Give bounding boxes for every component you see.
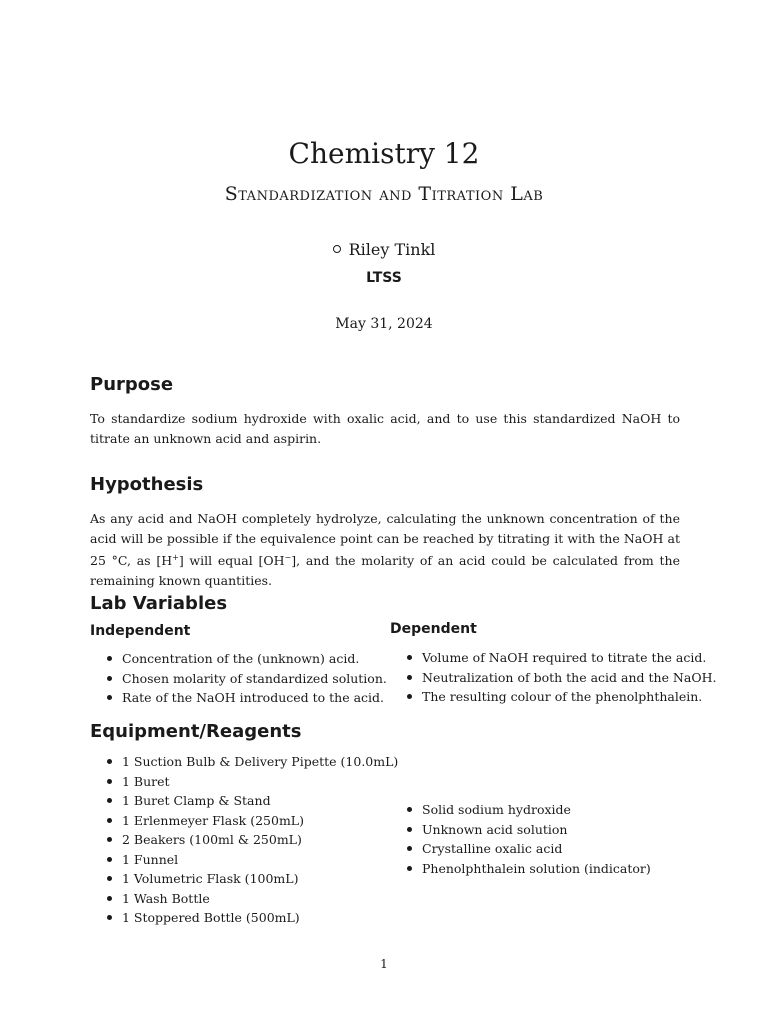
bullet-icon bbox=[107, 779, 112, 784]
list-item: Solid sodium hydroxide bbox=[407, 800, 651, 820]
list-item: Chosen molarity of standardized solution. bbox=[107, 669, 387, 689]
document-date: May 31, 2024 bbox=[335, 316, 433, 332]
bullet-icon bbox=[407, 827, 412, 832]
independent-heading: Independent bbox=[90, 623, 191, 639]
bullet-icon bbox=[407, 655, 412, 660]
list-item: 1 Wash Bottle bbox=[107, 889, 398, 909]
bullet-icon bbox=[107, 876, 112, 881]
hypothesis-text-part2: ] will equal [OH bbox=[178, 553, 285, 569]
list-item: 1 Suction Bulb & Delivery Pipette (10.0mL) bbox=[107, 752, 398, 772]
purpose-heading: Purpose bbox=[90, 374, 174, 395]
equipment-list bbox=[107, 752, 398, 928]
author-line bbox=[0, 240, 768, 259]
bullet-icon bbox=[407, 675, 412, 680]
bullet-icon bbox=[107, 676, 112, 681]
list-item: Phenolphthalein solution (indicator) bbox=[407, 859, 651, 879]
list-item: 2 Beakers (100ml & 250mL) bbox=[107, 830, 398, 850]
purpose-text: To standardize sodium hydroxide with oxalic acid, and to use this standardized NaOH to titrate an unknown acid and aspirin. bbox=[90, 411, 680, 446]
hypothesis-text-part3: ], and the molarity of an acid could be calculated from the remaining known quantities. bbox=[90, 553, 680, 588]
affiliation: LTSS bbox=[366, 270, 402, 286]
independent-list bbox=[107, 649, 387, 708]
hypothesis-text-part1: As any acid and NaOH completely hydrolyze, calculating the unknown concentration of the acid will be possible if the equivalence point can be reached by titrating it with the NaOH at 25 °C, as [H bbox=[90, 511, 680, 569]
bullet-icon bbox=[107, 656, 112, 661]
variables-heading: Lab Variables bbox=[90, 593, 228, 614]
list-item: 1 Buret Clamp & Stand bbox=[107, 791, 398, 811]
list-item: 1 Volumetric Flask (100mL) bbox=[107, 869, 398, 889]
list-item: 1 Erlenmeyer Flask (250mL) bbox=[107, 811, 398, 831]
equipment-heading: Equipment/Reagents bbox=[90, 721, 302, 742]
dependent-list bbox=[407, 648, 716, 707]
bullet-icon bbox=[107, 857, 112, 862]
list-item: Concentration of the (unknown) acid. bbox=[107, 649, 387, 669]
author-circle-icon bbox=[333, 245, 341, 253]
hypothesis-text bbox=[90, 509, 680, 590]
list-item: Rate of the NaOH introduced to the acid. bbox=[107, 688, 387, 708]
bullet-icon bbox=[407, 807, 412, 812]
bullet-icon bbox=[107, 818, 112, 823]
bullet-icon bbox=[407, 694, 412, 699]
bullet-icon bbox=[107, 759, 112, 764]
bullet-icon bbox=[107, 798, 112, 803]
reagents-list bbox=[407, 800, 651, 878]
document-title: Chemistry 12 bbox=[288, 137, 480, 170]
list-item: 1 Funnel bbox=[107, 850, 398, 870]
list-item: The resulting colour of the phenolphthalein. bbox=[407, 687, 716, 707]
list-item: 1 Stoppered Bottle (500mL) bbox=[107, 908, 398, 928]
bullet-icon bbox=[107, 915, 112, 920]
list-item: Volume of NaOH required to titrate the acid. bbox=[407, 648, 716, 668]
list-item: Neutralization of both the acid and the NaOH. bbox=[407, 668, 716, 688]
bullet-icon bbox=[407, 846, 412, 851]
list-item: 1 Buret bbox=[107, 772, 398, 792]
bullet-icon bbox=[107, 837, 112, 842]
bullet-icon bbox=[107, 695, 112, 700]
hydroxide-ion-charge: − bbox=[284, 553, 292, 562]
page-number: 1 bbox=[380, 957, 388, 971]
hypothesis-heading: Hypothesis bbox=[90, 474, 204, 495]
list-item: Crystalline oxalic acid bbox=[407, 839, 651, 859]
dependent-heading: Dependent bbox=[390, 621, 477, 637]
hydrogen-ion-charge: + bbox=[172, 553, 179, 562]
bullet-icon bbox=[107, 896, 112, 901]
author-name: Riley Tinkl bbox=[348, 240, 436, 259]
bullet-icon bbox=[407, 866, 412, 871]
document-subtitle: Standardization and Titration Lab bbox=[224, 183, 544, 205]
list-item: Unknown acid solution bbox=[407, 820, 651, 840]
